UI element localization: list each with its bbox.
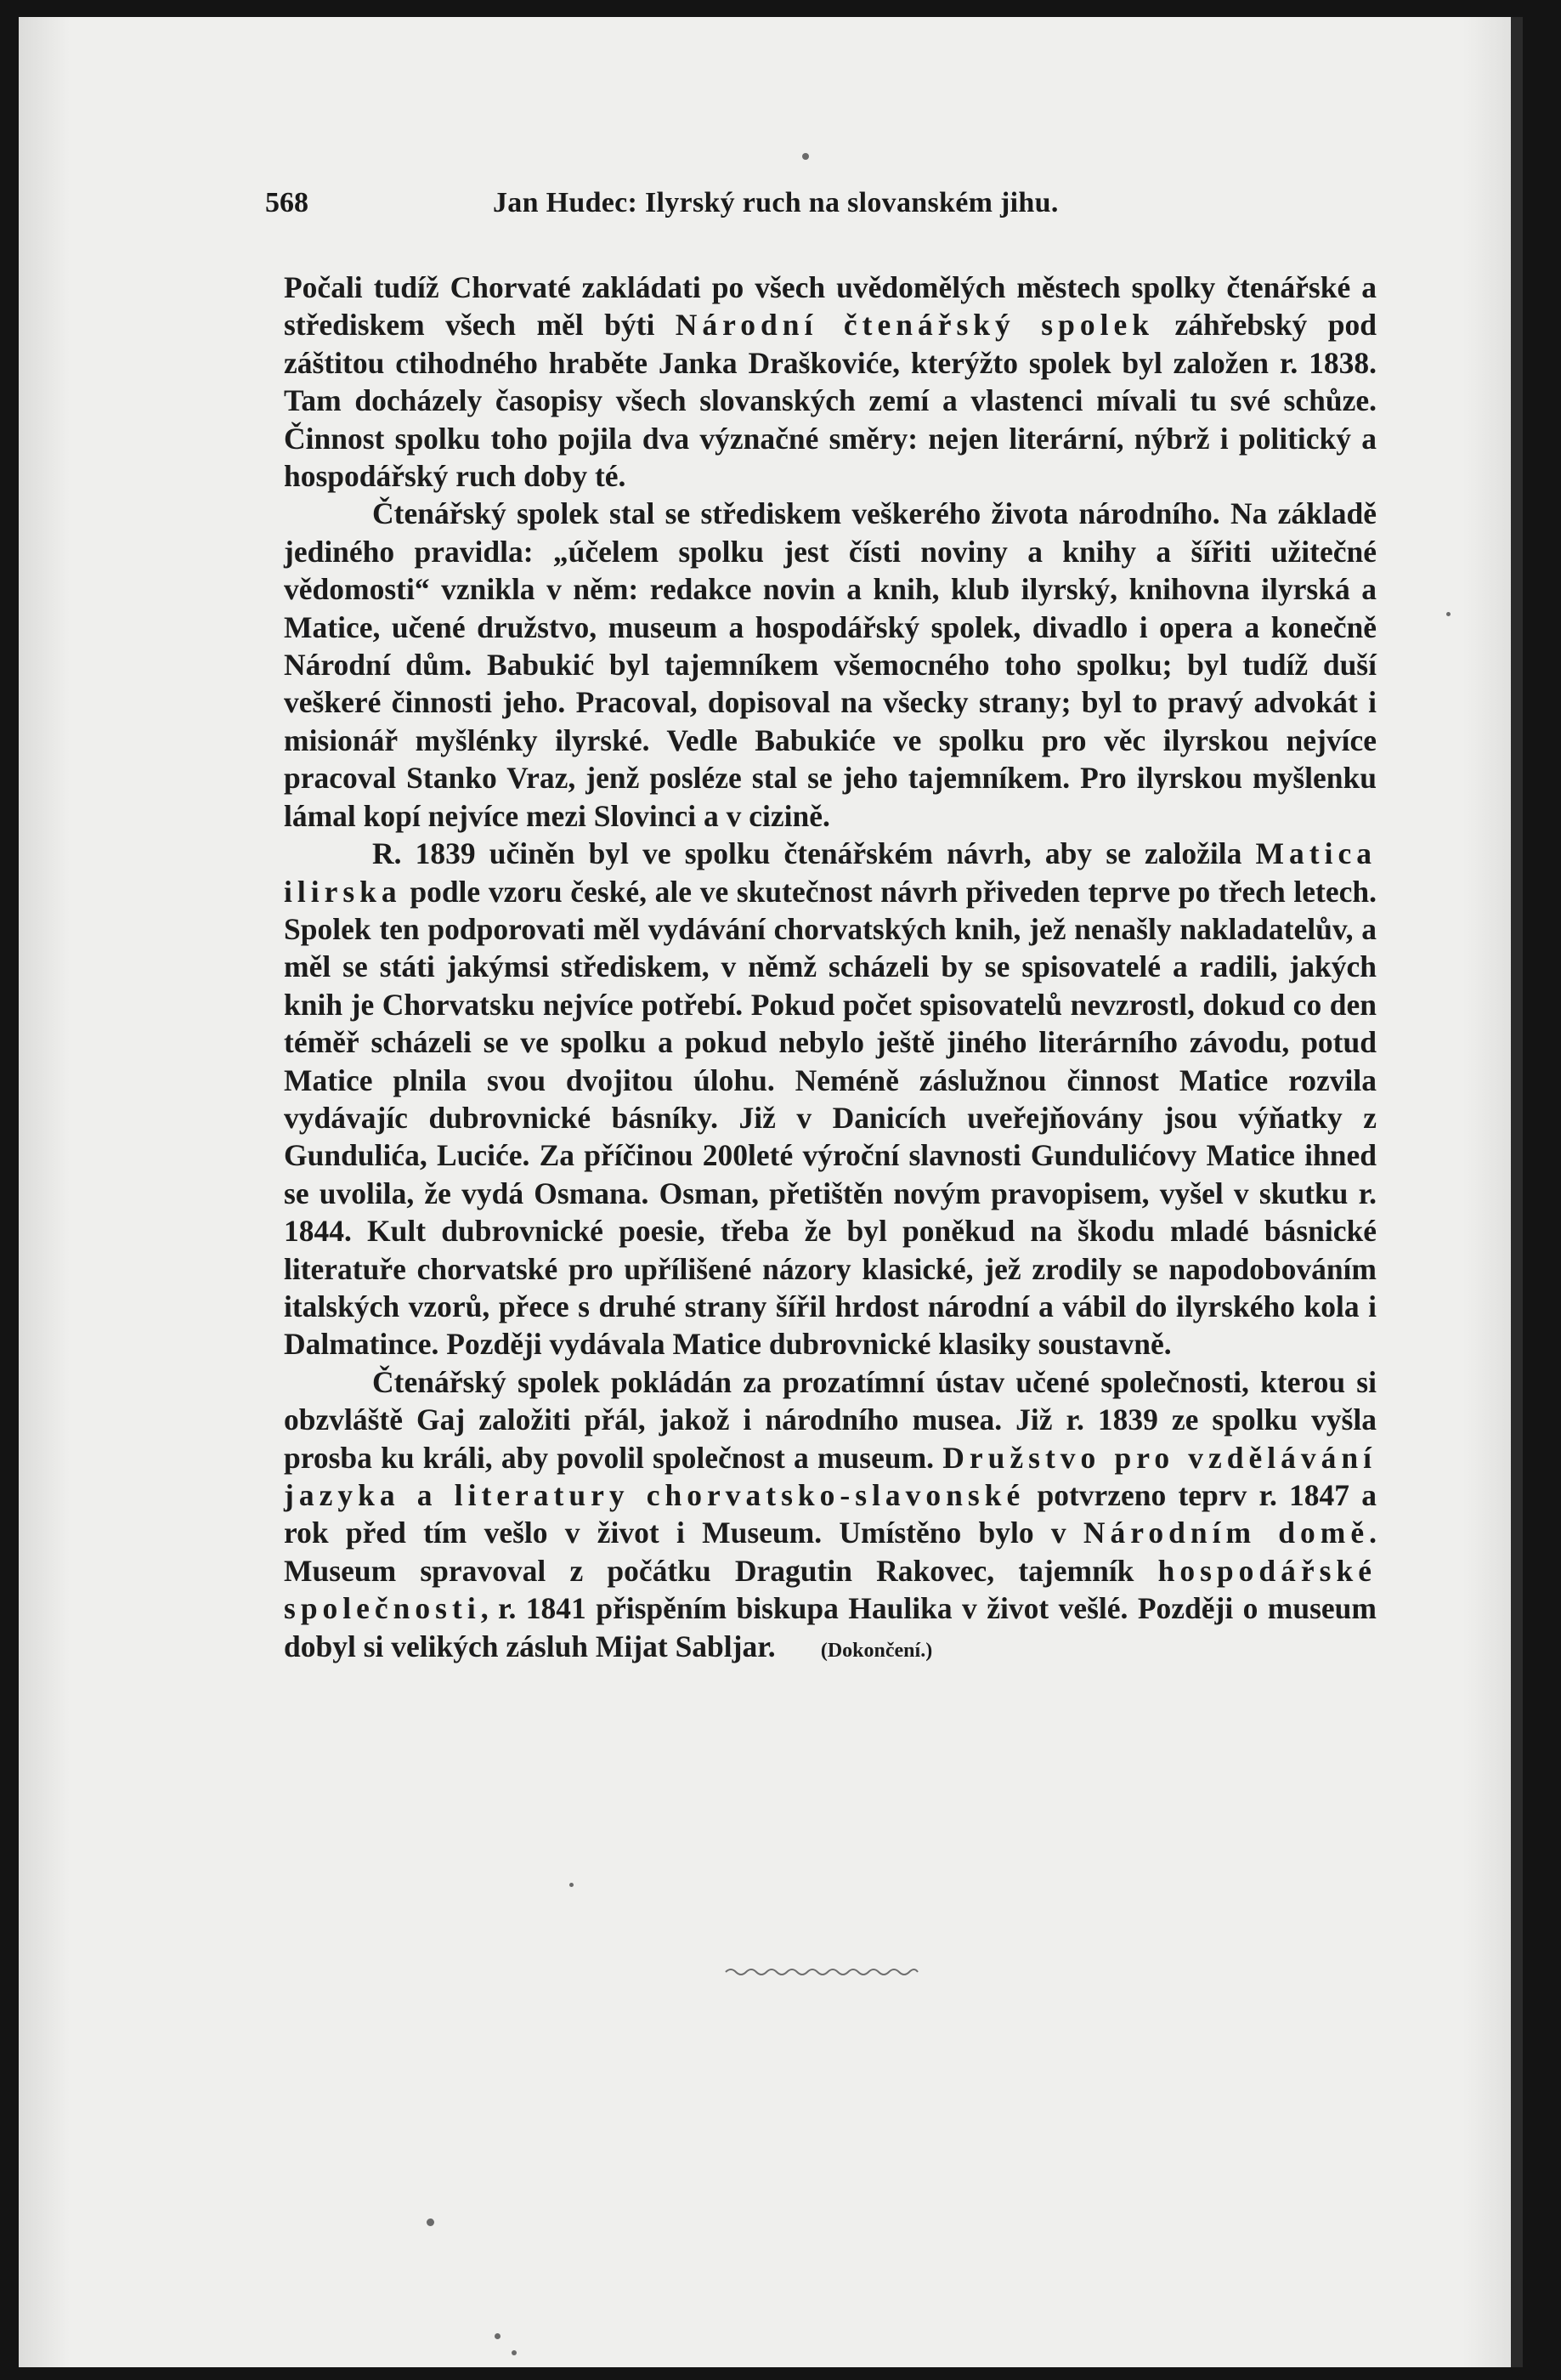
ornament-divider-icon: [724, 1964, 919, 1980]
paragraph-1-spaced-name: Národní čtenářský spolek: [675, 308, 1154, 343]
paragraph-1-text-b: záhřebský pod záštitou ctihodného hraběte Janka Draškoviće, kterýžto spolek byl založen r. 1838. Tam docházely časopisy všech slovanských zemí a vlastenci mívali tu své schůze. Činnost spolku toho pojila dva význačné směry: nejen literární, nýbrž i politický a hospodářský ruch doby té.: [284, 308, 1377, 494]
print-speck: [512, 2350, 517, 2355]
paragraph-4-spaced-house: Národním domě: [1083, 1516, 1370, 1550]
paragraph-4-spaced-economic: hospodářské společnosti: [284, 1553, 1377, 1626]
paragraph-3-spaced-name: Matica ilirska: [284, 836, 1377, 909]
print-speck: [569, 1883, 574, 1887]
paragraph-1: [284, 269, 1377, 495]
paragraph-1-text-a: Počali tudíž Chorvaté zakládati po všech uvědomělých městech spolky čtenářské a střediskem všech měl býti: [284, 270, 1377, 343]
page-number: 568: [265, 187, 308, 218]
print-speck: [427, 2218, 434, 2226]
print-speck: [802, 153, 809, 160]
paragraph-3: [284, 835, 1377, 1363]
print-speck: [1446, 612, 1451, 616]
paragraph-3-text-a: R. 1839 učiněn byl ve spolku čtenářském návrh, aby se založila: [372, 836, 1256, 871]
paragraph-3-text-b: podle vzoru české, ale ve skutečnost návrh přiveden teprve po třech letech. Spolek ten podporovati měl vydávání chorvatských knih, jež nenašly nakladatelův, a měl se státi jakýmsi střediskem, v němž scházeli by se spisovatelé a radili, jakých knih je Chorvatsku nejvíce potřebí. Pokud počet spisovatelů nevzrostl, dokud co den téměř scházeli se ve spolku a pokud nebylo ještě jiného literárního závodu, potud Matice plnila svou dvojitou úlohu. Neméně záslužnou činnost Matice rozvila vydávajíc dubrovnické básníky. Již v Danicích uveřejňovány jsou výňatky z Gundulića, Luciće. Za příčinou 200leté výroční slavnosti Gundulićovy Matice ihned se uvolila, že vydá Osmana. Osman, přetištěn novým pravopisem, vyšel v skutku r. 1844. Kult dubrovnické poesie, třeba že byl poněkud na škodu mladé básnické literatuře chorvatské pro upřílišené názory klasické, jež zrodily se napodobováním italských vzorů, přece s druhé strany šířil hrdost národní a vábil do ilyrského kola i Dalmatince. Později vydávala Matice dubrovnické klasiky soustavně.: [284, 874, 1377, 1362]
print-speck: [495, 2333, 501, 2339]
continuation-note-spacer: [776, 1629, 821, 1663]
paragraph-4-text-c: . Museum spravoval z počátku Dragutin Rakovec, tajemník: [284, 1516, 1377, 1588]
running-title: Jan Hudec: Ilyrský ruch na slovanském jihu.: [493, 187, 1059, 218]
paragraph-4-text-b: potvrzeno teprv r. 1847 a rok před tím vešlo v život i Museum. Umístěno bylo v: [284, 1478, 1377, 1550]
paragraph-4-spaced-society: Družstvo pro vzdělávání jazyka a literatury chorvatsko-slavonské: [284, 1440, 1377, 1512]
continuation-note: (Dokončení.): [820, 1639, 933, 1662]
paragraph-4-text-d: , r. 1841 přispěním biskupa Haulika v život vešlé. Později o museum dobyl si velikých zásluh Mijat Sabljar.: [284, 1591, 1377, 1663]
body-text: [284, 269, 1377, 1669]
paragraph-2: Čtenářský spolek stal se střediskem veškerého života národního. Na základě jediného pravidla: „účelem spolku jest čísti noviny a knihy a šířiti užitečné vědomosti“ vznikla v něm: redakce novin a knih, klub ilyrský, knihovna ilyrská a Matice, učené družstvo, museum a hospodářský spolek, divadlo i opera a konečně Národní dům. Babukić byl tajemníkem všemocného toho spolku; byl tudíž duší veškeré činnosti jeho. Pracoval, dopisoval na všecky strany; byl to pravý advokát i misionář myšlénky ilyrské. Vedle Babukiće ve spolku pro věc ilyrskou nejvíce pracoval Stanko Vraz, jenž posléze stal se jeho tajemníkem. Pro ilyrskou myšlenku lámal kopí nejvíce mezi Slovinci a v cizině.: [284, 496, 1377, 833]
paragraph-4-text-a: Čtenářský spolek pokládán za prozatímní ústav učené společnosti, kterou si obzvláště Gaj založiti přál, jakož i národního musea. Již r. 1839 ze spolku vyšla prosba ku králi, aby povolil společnost a museum.: [284, 1364, 1377, 1475]
book-page: [19, 17, 1523, 2367]
paragraph-4: [284, 1363, 1377, 1669]
